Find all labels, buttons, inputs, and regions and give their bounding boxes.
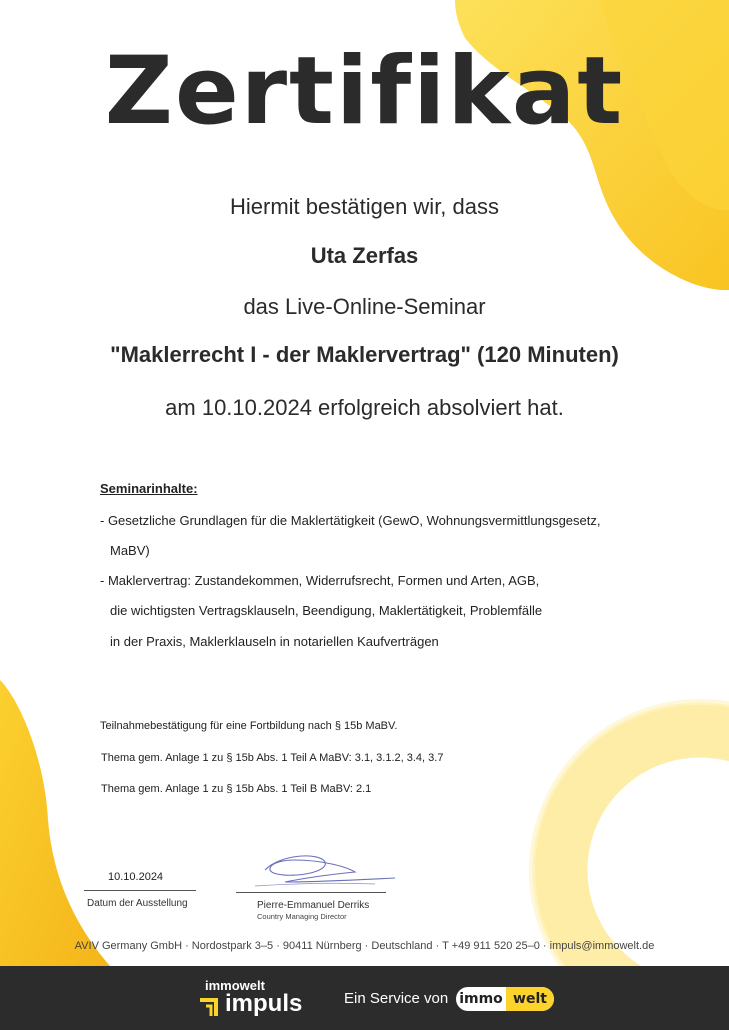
- contents-line: MaBV): [110, 543, 150, 558]
- contents-line: in der Praxis, Maklerklauseln in notariellen Kaufverträgen: [110, 634, 439, 649]
- service-text: Ein Service von: [344, 990, 449, 1007]
- signature-image: [225, 848, 400, 896]
- confirmation-line: Thema gem. Anlage 1 zu § 15b Abs. 1 Teil A MaBV: 3.1, 3.1.2, 3.4, 3.7: [101, 752, 444, 764]
- recipient-name: Uta Zerfas: [310, 243, 419, 268]
- brand-top-text: immowelt: [205, 978, 265, 993]
- date-divider: [84, 890, 196, 891]
- signatory-role: Country Managing Director: [257, 912, 347, 921]
- issue-date-label: Datum der Ausstellung: [87, 898, 188, 909]
- immowelt-logo[interactable]: [456, 987, 554, 1011]
- company-address: AVIV Germany GmbH · Nordostpark 3–5 · 90411 Nürnberg · Deutschland · T +49 911 520 25–0 · impuls@immowelt.de: [74, 940, 655, 952]
- seminar-contents-heading: Seminarinhalte:: [100, 481, 198, 496]
- seminar-type: das Live-Online-Seminar: [243, 294, 486, 319]
- logo-immo-text: immo: [459, 991, 503, 1007]
- contents-line: - Maklervertrag: Zustandekommen, Widerrufsrecht, Formen und Arten, AGB,: [100, 573, 540, 588]
- issue-date: 10.10.2024: [108, 871, 164, 883]
- contents-line: - Gesetzliche Grundlagen für die Maklertätigkeit (GewO, Wohnungsvermittlungsgesetz,: [100, 513, 601, 528]
- logo-welt-text: welt: [506, 987, 554, 1011]
- brand-main-text: impuls: [225, 990, 303, 1017]
- confirmation-line: Teilnahmebestätigung für eine Fortbildung nach § 15b MaBV.: [100, 720, 398, 732]
- signature-divider: [236, 892, 386, 893]
- contents-line: die wichtigsten Vertragsklauseln, Beendigung, Maklertätigkeit, Problemfälle: [110, 603, 543, 618]
- impuls-arrow-icon: [198, 996, 222, 1020]
- intro-text: Hiermit bestätigen wir, dass: [230, 194, 499, 219]
- seminar-title: "Maklerrecht I - der Maklervertrag" (120 Minuten): [110, 342, 619, 367]
- signatory-name: Pierre-Emmanuel Derriks: [257, 900, 370, 911]
- certificate-title: Zertifikat: [104, 37, 625, 146]
- completion-text: am 10.10.2024 erfolgreich absolviert hat.: [165, 395, 564, 420]
- confirmation-line: Thema gem. Anlage 1 zu § 15b Abs. 1 Teil B MaBV: 2.1: [101, 783, 372, 795]
